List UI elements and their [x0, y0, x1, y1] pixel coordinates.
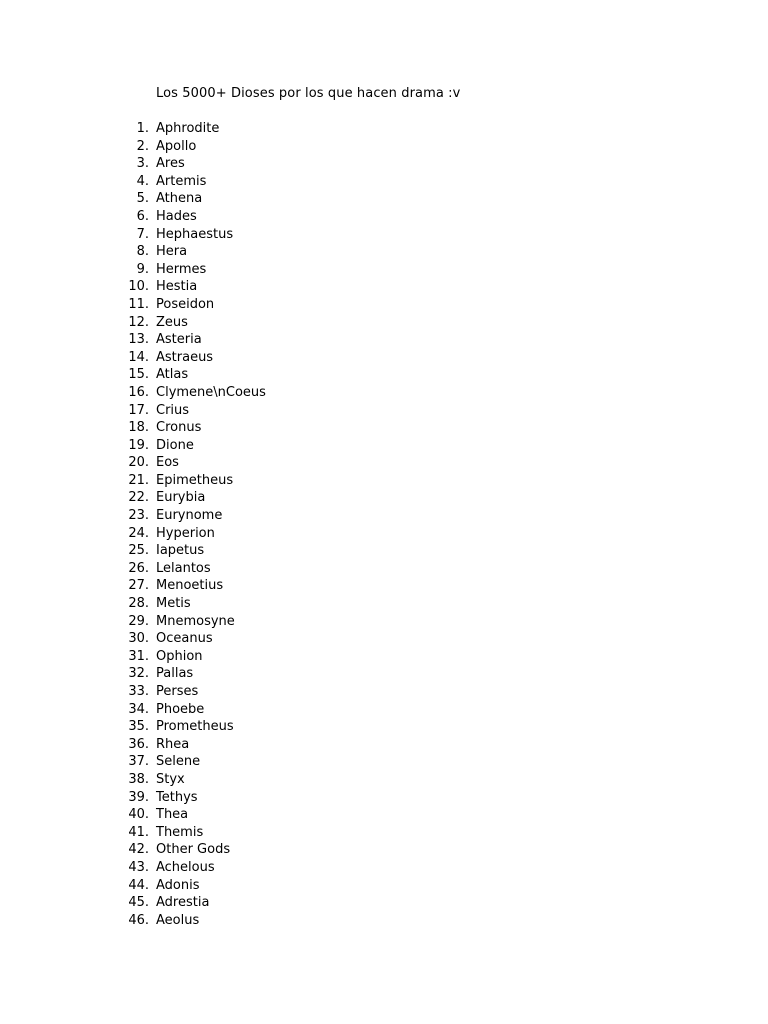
list-item-name: Hera — [156, 244, 188, 260]
list-item — [0, 683, 768, 701]
list-item-name: Hephaestus — [156, 226, 234, 242]
list-item — [0, 155, 768, 173]
list-item-name: Aphrodite — [156, 121, 220, 136]
list-item-name: Epimetheus — [156, 472, 234, 488]
list-item-number: 9. — [136, 261, 149, 277]
list-item-number: 33. — [128, 684, 149, 699]
list-item-number: 7. — [136, 226, 149, 242]
list-item-number: 42. — [128, 842, 149, 858]
list-item — [0, 525, 768, 543]
list-item — [0, 595, 768, 613]
list-item-number: 4. — [136, 173, 149, 189]
list-item-name: Ophion — [156, 648, 203, 664]
list-item — [0, 331, 768, 349]
list-item — [0, 841, 768, 859]
list-item-name: Metis — [156, 596, 191, 612]
list-item-name: Hades — [156, 208, 197, 224]
list-item-number: 36. — [128, 736, 149, 752]
list-item-name: Poseidon — [156, 296, 215, 312]
list-item — [0, 472, 768, 490]
list-item-number: 20. — [128, 455, 149, 471]
list-item-number: 27. — [128, 578, 149, 594]
list-item-number: 5. — [136, 191, 149, 207]
list-item — [0, 789, 768, 807]
list-item-name: Perses — [156, 684, 199, 699]
list-item — [0, 384, 768, 402]
list-item-name: Iapetus — [156, 543, 205, 559]
list-item — [0, 190, 768, 208]
list-item-number: 45. — [128, 895, 149, 911]
list-item-number: 41. — [128, 824, 149, 840]
list-item-name: Adrestia — [156, 895, 210, 911]
list-item-number: 24. — [128, 525, 149, 541]
list-item-number: 46. — [128, 912, 149, 928]
list-item-number: 32. — [128, 666, 149, 682]
list-item-name: Hermes — [156, 261, 207, 277]
list-item — [0, 278, 768, 296]
list-item — [0, 771, 768, 789]
list-item — [0, 349, 768, 367]
list-item-number: 35. — [128, 719, 149, 735]
list-item-name: Thea — [156, 807, 189, 823]
list-item — [0, 613, 768, 631]
list-item — [0, 489, 768, 507]
list-item — [0, 208, 768, 226]
list-item — [0, 912, 768, 930]
list-item-number: 25. — [128, 543, 149, 559]
list-item-name: Artemis — [156, 173, 207, 189]
list-item-number: 16. — [128, 384, 149, 400]
list-item-name: Prometheus — [156, 719, 234, 735]
list-item-name: Lelantos — [156, 560, 211, 576]
list-item — [0, 173, 768, 191]
list-item-name: Cronus — [156, 420, 202, 436]
list-item-number: 1. — [136, 121, 149, 136]
list-item-number: 18. — [128, 420, 149, 436]
list-item-number: 39. — [128, 789, 149, 805]
list-item — [0, 753, 768, 771]
list-item-number: 37. — [128, 754, 149, 770]
list-item-name: Eurynome — [156, 508, 223, 524]
list-item-name: Astraeus — [156, 349, 214, 365]
list-item — [0, 648, 768, 666]
list-item-number: 17. — [128, 402, 149, 418]
list-item — [0, 736, 768, 754]
list-item-number: 29. — [128, 613, 149, 629]
list-item-name: Other Gods — [156, 842, 231, 858]
list-item — [0, 859, 768, 877]
gods-list — [0, 120, 768, 929]
list-item-name: Clymene\nCoeus — [156, 384, 266, 400]
list-item-number: 43. — [128, 859, 149, 875]
list-item-name: Atlas — [156, 367, 189, 383]
list-item — [0, 138, 768, 156]
list-item-name: Oceanus — [156, 631, 213, 647]
document-title: Los 5000+ Dioses por los que hacen drama :v — [156, 86, 461, 101]
list-item-name: Zeus — [156, 314, 188, 330]
list-item-name: Eurybia — [156, 490, 206, 506]
list-item-number: 6. — [136, 208, 149, 224]
list-item-number: 22. — [128, 490, 149, 506]
list-item-name: Hestia — [156, 279, 198, 295]
list-item — [0, 577, 768, 595]
list-item — [0, 402, 768, 420]
list-item-name: Styx — [156, 771, 185, 787]
list-item — [0, 507, 768, 525]
list-item-number: 30. — [128, 631, 149, 647]
list-item — [0, 542, 768, 560]
list-item — [0, 226, 768, 244]
list-item — [0, 560, 768, 578]
list-item-name: Adonis — [156, 877, 200, 893]
list-item-number: 8. — [136, 244, 149, 260]
list-item-name: Dione — [156, 437, 194, 453]
list-item-name: Tethys — [156, 789, 198, 805]
list-item — [0, 877, 768, 895]
list-item-number: 40. — [128, 807, 149, 823]
list-item — [0, 419, 768, 437]
list-item — [0, 806, 768, 824]
list-item — [0, 437, 768, 455]
list-item-name: Asteria — [156, 332, 202, 348]
list-item — [0, 630, 768, 648]
list-item-name: Apollo — [156, 138, 197, 154]
list-item-number: 11. — [128, 296, 149, 312]
list-item-number: 12. — [128, 314, 149, 330]
list-item — [0, 314, 768, 332]
list-item — [0, 261, 768, 279]
list-item-name: Ares — [156, 156, 185, 172]
list-item-name: Selene — [156, 754, 201, 770]
list-item-name: Themis — [156, 824, 204, 840]
list-item-number: 26. — [128, 560, 149, 576]
list-item — [0, 243, 768, 261]
list-item — [0, 824, 768, 842]
list-item — [0, 366, 768, 384]
list-item-number: 38. — [128, 771, 149, 787]
list-item-number: 21. — [128, 472, 149, 488]
list-item — [0, 120, 768, 138]
list-item — [0, 701, 768, 719]
list-item — [0, 296, 768, 314]
list-item-name: Hyperion — [156, 525, 215, 541]
list-item-number: 3. — [136, 156, 149, 172]
list-item-number: 23. — [128, 508, 149, 524]
list-item-name: Achelous — [156, 859, 215, 875]
list-item-name: Crius — [156, 402, 190, 418]
list-item — [0, 894, 768, 912]
list-item-number: 31. — [128, 648, 149, 664]
list-item — [0, 454, 768, 472]
list-item-name: Mnemosyne — [156, 613, 235, 629]
list-item-number: 2. — [136, 138, 149, 154]
list-item-number: 15. — [128, 367, 149, 383]
list-item-name: Pallas — [156, 666, 194, 682]
list-item-number: 19. — [128, 437, 149, 453]
list-item-number: 14. — [128, 349, 149, 365]
list-item-name: Rhea — [156, 736, 190, 752]
list-item-name: Phoebe — [156, 701, 205, 717]
list-item-number: 28. — [128, 596, 149, 612]
list-item-name: Eos — [156, 455, 179, 471]
list-item-name: Menoetius — [156, 578, 224, 594]
list-item-name: Athena — [156, 191, 203, 207]
list-item-number: 10. — [128, 279, 149, 295]
list-item-number: 34. — [128, 701, 149, 717]
list-item-name: Aeolus — [156, 912, 200, 928]
list-item-number: 44. — [128, 877, 149, 893]
list-item — [0, 718, 768, 736]
list-item-number: 13. — [128, 332, 149, 348]
list-item — [0, 665, 768, 683]
